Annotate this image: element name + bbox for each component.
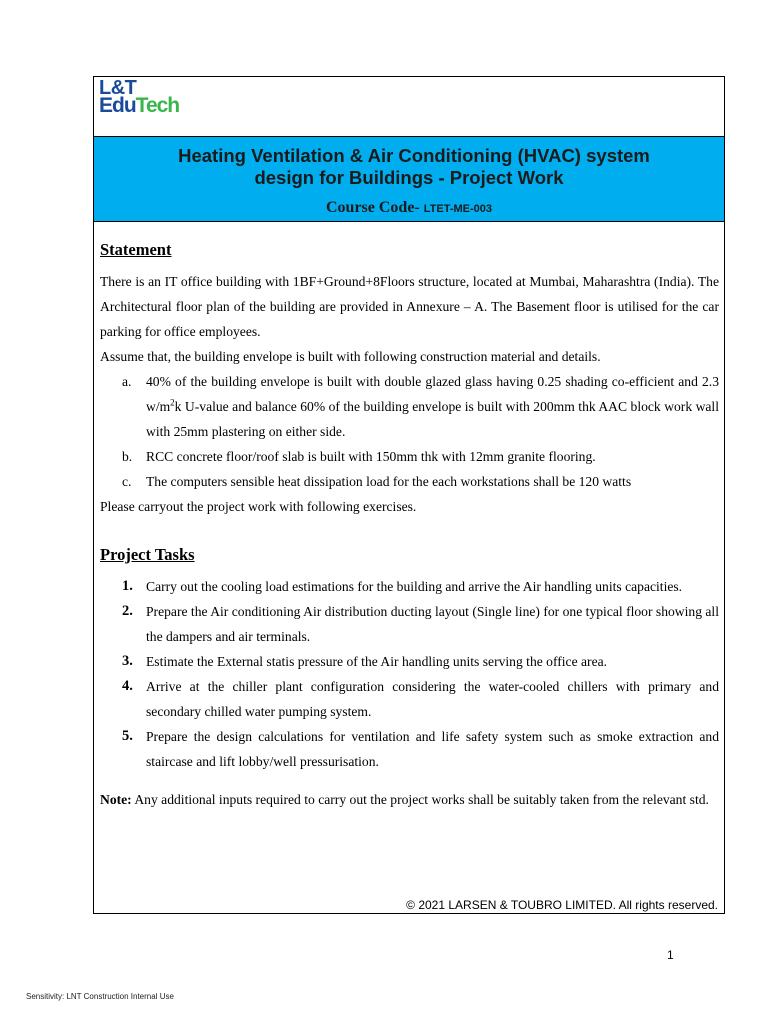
logo-edu: Edu xyxy=(99,94,136,117)
list-item-text: Prepare the design calculations for ventilation and life safety system such as smoke extraction and staircase and lift lobby/well pressurisation. xyxy=(146,729,719,769)
statement-para1: There is an IT office building with 1BF+Ground+8Floors structure, located at Mumbai, Maharashtra (India). The Architectural floor plan of the building are provided in Annexure – A. The Basement floor is utilised for the car parking for office employees. xyxy=(100,274,719,339)
logo-line1: L&T xyxy=(99,77,137,99)
document-title xyxy=(94,145,724,189)
title-banner xyxy=(94,136,724,222)
list-item xyxy=(122,574,719,599)
lt-edutech-logo xyxy=(99,79,179,116)
list-marker: c. xyxy=(122,474,132,489)
list-item xyxy=(122,469,719,494)
statement-para3: Please carryout the project work with following exercises. xyxy=(100,499,417,514)
project-tasks-heading: Project Tasks xyxy=(100,545,195,564)
statement-para2: Assume that, the building envelope is built with following construction material and details. xyxy=(100,349,601,364)
document-body xyxy=(100,236,719,812)
list-item-text: Arrive at the chiller plant configuration considering the water-cooled chillers with primary and secondary chilled water pumping system. xyxy=(146,679,719,719)
copyright-notice: © 2021 LARSEN & TOUBRO LIMITED. All rights reserved. xyxy=(406,898,718,912)
sensitivity-label: Sensitivity: LNT Construction Internal Use xyxy=(26,992,174,1001)
list-item xyxy=(122,649,719,674)
course-code-value: LTET-ME-003 xyxy=(423,203,493,215)
statement-heading: Statement xyxy=(100,240,172,259)
list-marker: 4. xyxy=(122,678,133,694)
list-item-text: Estimate the External statis pressure of the Air handling units serving the office area. xyxy=(146,654,608,669)
list-item-text: RCC concrete floor/roof slab is built with 150mm thk with 12mm granite flooring. xyxy=(146,449,596,464)
list-item-text: Prepare the Air conditioning Air distribution ducting layout (Single line) for one typical floor showing all the dampers and air terminals. xyxy=(146,604,719,644)
list-item xyxy=(122,724,719,774)
material-list xyxy=(100,369,719,494)
note-text: Any additional inputs required to carry out the project works shall be suitably taken from the relevant std. xyxy=(131,792,709,807)
list-item xyxy=(122,369,719,444)
list-marker: 5. xyxy=(122,728,133,744)
document-frame xyxy=(93,76,725,914)
list-marker: 2. xyxy=(122,603,133,619)
list-marker: 3. xyxy=(122,653,133,669)
note-paragraph xyxy=(100,787,719,812)
course-code-label: Course Code- xyxy=(325,199,420,216)
list-item xyxy=(122,599,719,649)
logo-line2 xyxy=(99,94,180,117)
logo-tech: Tech xyxy=(135,94,180,117)
list-item-text: The computers sensible heat dissipation load for the each workstations shall be 120 watts xyxy=(146,474,632,489)
list-marker: b. xyxy=(122,449,133,464)
list-item xyxy=(122,444,719,469)
list-item xyxy=(122,674,719,724)
list-item-text: Carry out the cooling load estimations for the building and arrive the Air handling units capacities. xyxy=(146,579,683,594)
course-code xyxy=(94,199,724,217)
note-label: Note: xyxy=(100,792,132,807)
title-line2: design for Buildings - Project Work xyxy=(254,167,564,188)
list-marker: 1. xyxy=(122,578,133,594)
page-number: 1 xyxy=(667,948,674,962)
tasks-list xyxy=(100,574,719,774)
list-marker: a. xyxy=(122,374,132,389)
superscript: 2 xyxy=(170,397,175,408)
title-line1: Heating Ventilation & Air Conditioning (HVAC) system xyxy=(178,145,650,166)
list-item-text: 40% of the building envelope is built with double glazed glass having 0.25 shading co-efficient and 2.3 w/m xyxy=(146,374,719,414)
list-item-text-cont: k U-value and balance 60% of the building envelope is built with 200mm thk AAC block work wall with 25mm plastering on either side. xyxy=(146,399,719,439)
